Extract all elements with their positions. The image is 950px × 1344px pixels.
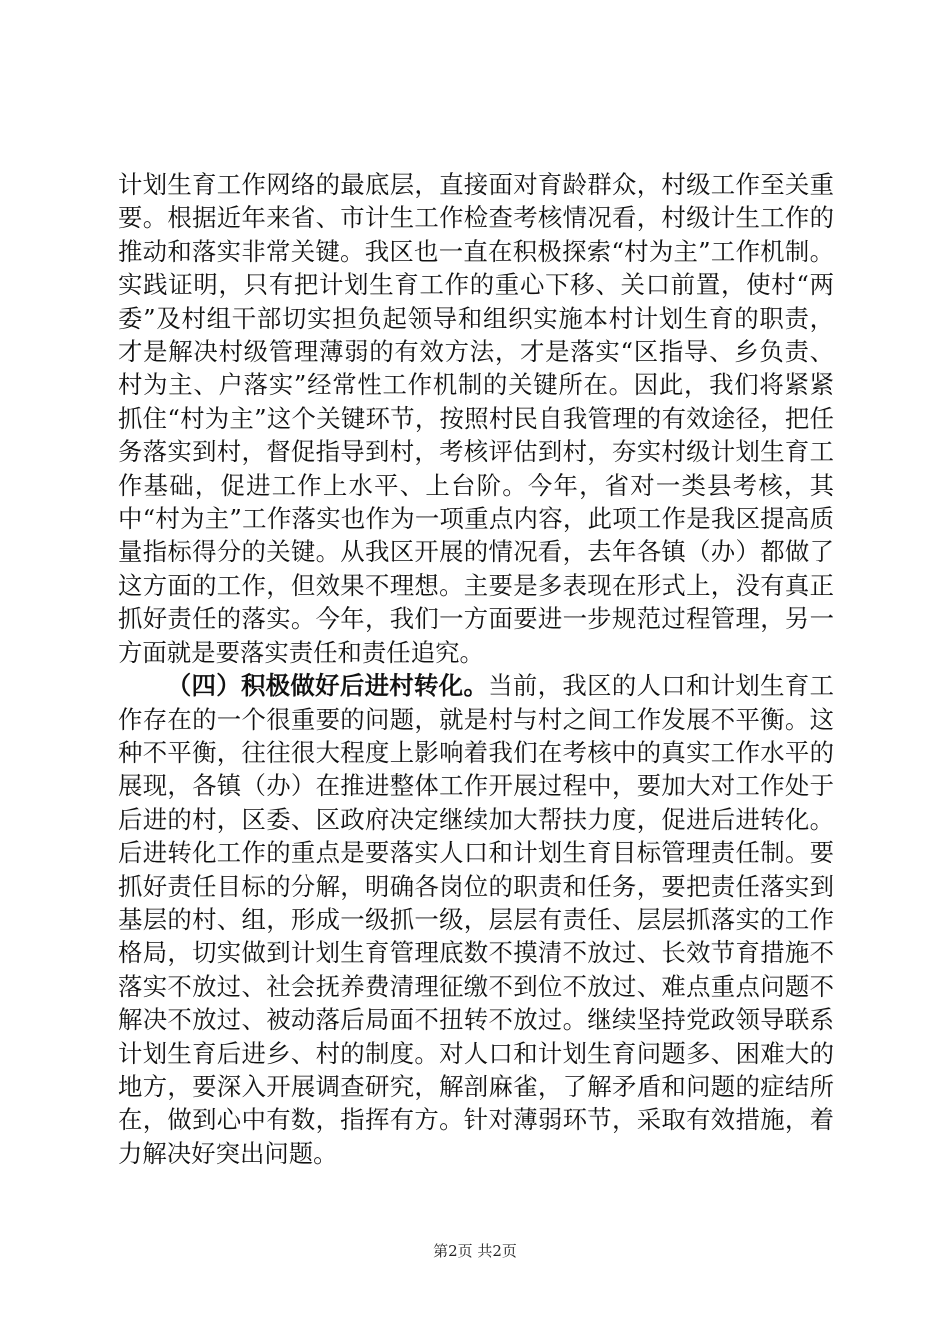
paragraph-continuation bbox=[118, 168, 834, 669]
paragraph-text: 当前，我区的人口和计划生育工作存在的一个很重要的问题，就是村与村之间工作发展不平衡。这种不平衡，往往很大程度上影响着我们在考核中的真实工作水平的展现，各镇（办）在推进整体工作开展过程中，要加大对工作处于后进的村，区委、区政府决定继续加大帮扶力度，促进后进转化。后进转化工作的重点是要落实人口和计划生育目标管理责任制。要抓好责任目标的分解，明确各岗位的职责和任务，要把责任落实到基层的村、组，形成一级抓一级，层层有责任、层层抓落实的工作格局，切实做到计划生育管理底数不摸清不放过、长效节育措施不落实不放过、社会抚养费清理征缴不到位不放过、难点重点问题不解决不放过、被动落后局面不扭转不放过。继续坚持党政领导联系计划生育后进乡、村的制度。对人口和计划生育问题多、困难大的地方，要深入开展调查研究，解剖麻雀，了解矛盾和问题的症结所在，做到心中有数，指挥有方。针对薄弱环节，采取有效措施，着力解决好突出问题。 bbox=[118, 671, 834, 1168]
section-heading: （四）积极做好后进村转化。 bbox=[166, 671, 489, 701]
paragraph-section-four bbox=[118, 669, 834, 1170]
page-footer: 第2页 共2页 bbox=[433, 1242, 517, 1260]
body-text bbox=[118, 168, 834, 1170]
paragraph-text: 计划生育工作网络的最底层，直接面对育龄群众，村级工作至关重要。根据近年来省、市计生工作检查考核情况看，村级计生工作的推动和落实非常关键。我区也一直在积极探索“村为主”工作机制。实践证明，只有把计划生育工作的重心下移、关口前置，使村“两委”及村组干部切实担负起领导和组织实施本村计划生育的职责，才是解决村级管理薄弱的有效方法，才是落实“区指导、乡负责、村为主、户落实”经常性工作机制的关键所在。因此，我们将紧紧抓住“村为主”这个关键环节，按照村民自我管理的有效途径，把任务落实到村，督促指导到村，考核评估到村，夯实村级计划生育工作基础，促进工作上水平、上台阶。今年，省对一类县考核，其中“村为主”工作落实也作为一项重点内容，此项工作是我区提高质量指标得分的关键。从我区开展的情况看，去年各镇（办）都做了这方面的工作，但效果不理想。主要是多表现在形式上，没有真正抓好责任的落实。今年，我们一方面要进一步规范过程管理，另一方面就是要落实责任和责任追究。 bbox=[118, 170, 834, 667]
